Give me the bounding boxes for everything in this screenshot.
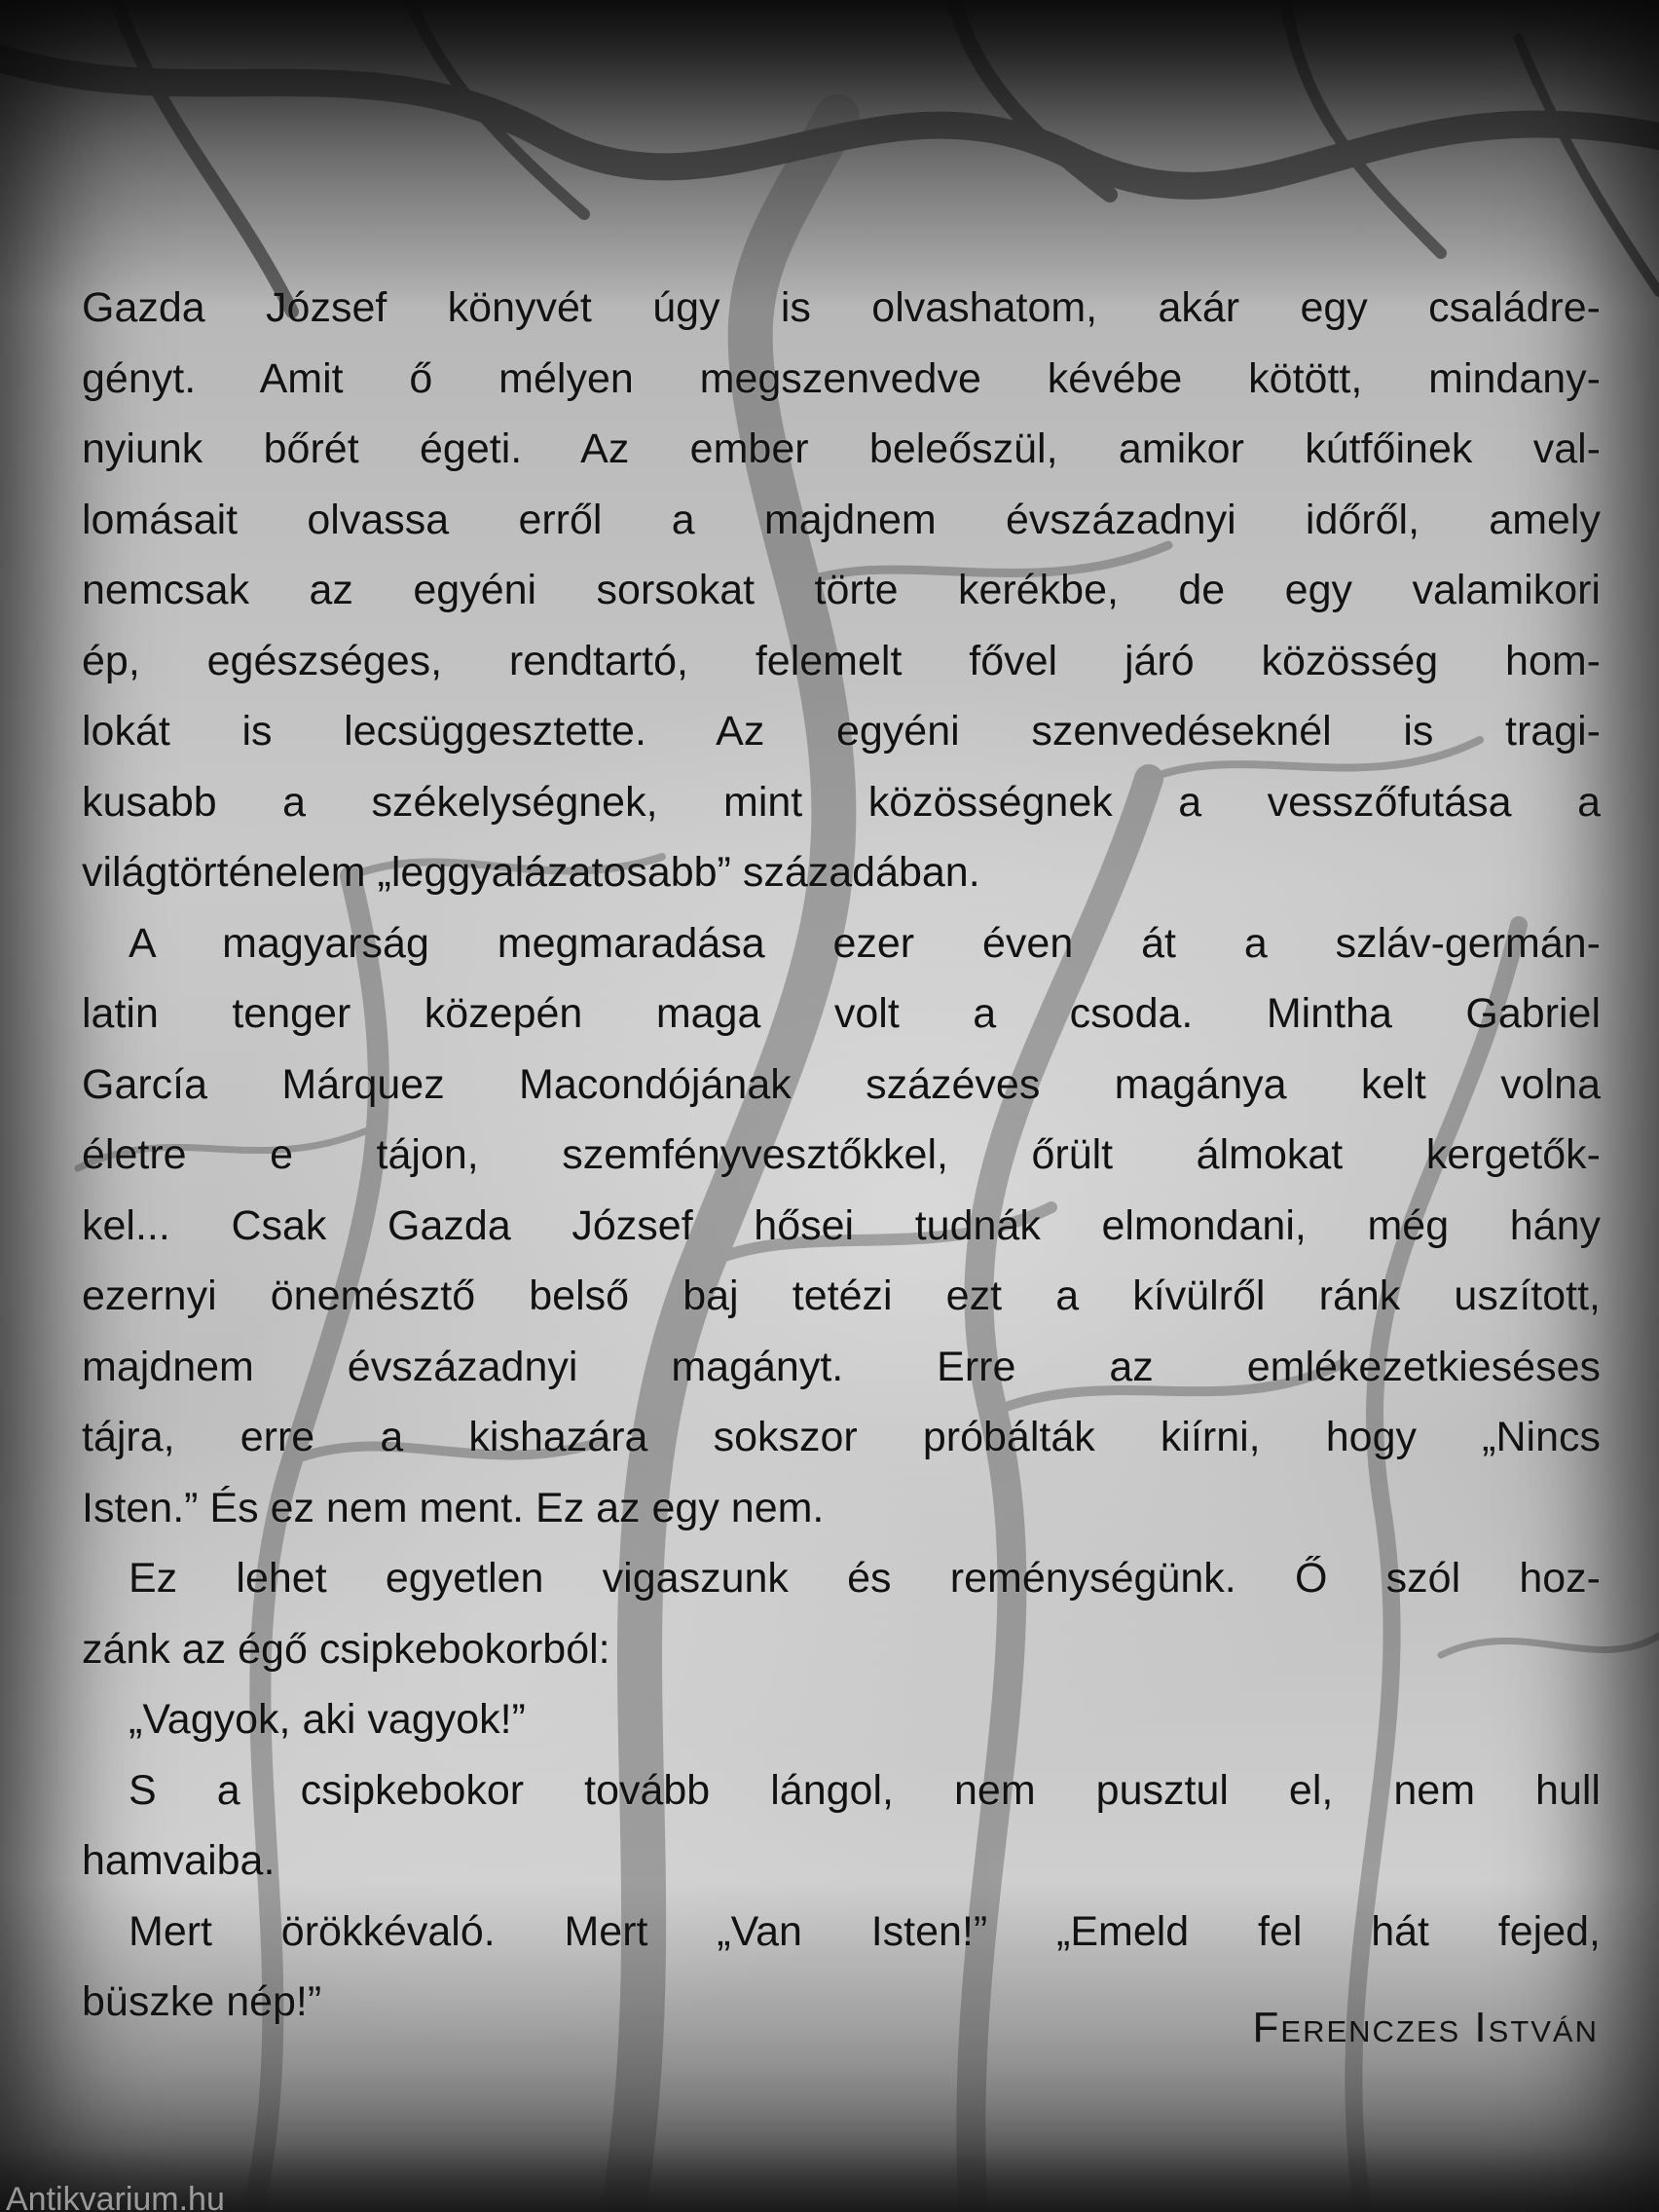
paragraph <box>82 908 1601 1544</box>
paragraph <box>82 1755 1601 1897</box>
text-line: világtörténelem „leggyalázatosabb” századában. <box>82 849 980 896</box>
blurb-text <box>82 273 1601 2038</box>
text-line: kusabb a székelységnek, mint közösségnek a vesszőfutása a <box>82 778 1601 826</box>
text-line: Ez lehet egyetlen vigaszunk és reménységünk. Ő szól hoz- <box>129 1555 1601 1602</box>
paragraph <box>82 273 1601 908</box>
text-line: latin tenger közepén maga volt a csoda. Mintha Gabriel <box>82 990 1601 1037</box>
text-line: büszke nép!” <box>82 1978 322 2025</box>
text-line: S a csipkebokor tovább lángol, nem pusztul el, nem hull <box>129 1766 1601 1814</box>
text-line: tájra, erre a kishazára sokszor próbálták kiírni, hogy „Nincs <box>82 1414 1601 1460</box>
text-line: nemcsak az egyéni sorsokat törte kerékbe, de egy valamikori <box>82 567 1601 613</box>
text-line: majdnem évszázadnyi magányt. Erre az emlékezetkieséses <box>82 1343 1601 1390</box>
text-line: Mert örökkévaló. Mert „Van Isten!” „Emeld fel hát fejed, <box>129 1907 1601 1955</box>
text-line: zánk az égő csipkebokorból: <box>82 1625 610 1673</box>
text-line: García Márquez Macondójának százéves magánya kelt volna <box>82 1060 1601 1108</box>
text-line: ezernyi önemésztő belső baj tetézi ezt a kívülről ránk uszított, <box>82 1272 1601 1319</box>
author-signature: Ferenczes István <box>1252 2004 1599 2051</box>
watermark-text: Antikvarium.hu <box>6 2181 225 2212</box>
text-line: életre e tájon, szemfényvesztőkkel, őrült álmokat kergetők- <box>82 1131 1601 1178</box>
text-line: A magyarság megmaradása ezer éven át a szláv-germán- <box>129 919 1601 967</box>
text-line: Gazda József könyvét úgy is olvashatom, akár egy családre- <box>82 284 1601 331</box>
text-line: gényt. Amit ő mélyen megszenvedve kévébe kötött, mindany- <box>82 354 1601 402</box>
text-line: lomásait olvassa erről a majdnem évszázadnyi időről, amely <box>82 496 1601 543</box>
text-line: hamvaiba. <box>82 1837 276 1884</box>
text-line: ép, egészséges, rendtartó, felemelt fővel járó közösség hom- <box>82 637 1601 684</box>
text-line: „Vagyok, aki vagyok!” <box>129 1696 526 1743</box>
paragraph <box>82 1543 1601 1684</box>
text-line: nyiunk bőrét égeti. Az ember beleőszül, amikor kútfőinek val- <box>82 425 1601 472</box>
paragraph <box>82 1684 1601 1755</box>
text-line: Isten.” És ez nem ment. Ez az egy nem. <box>82 1484 825 1531</box>
text-line: kel... Csak Gazda József hősei tudnák elmondani, még hány <box>82 1201 1601 1249</box>
text-line: lokát is lecsüggesztette. Az egyéni szenvedéseknél is tragi- <box>82 708 1601 755</box>
